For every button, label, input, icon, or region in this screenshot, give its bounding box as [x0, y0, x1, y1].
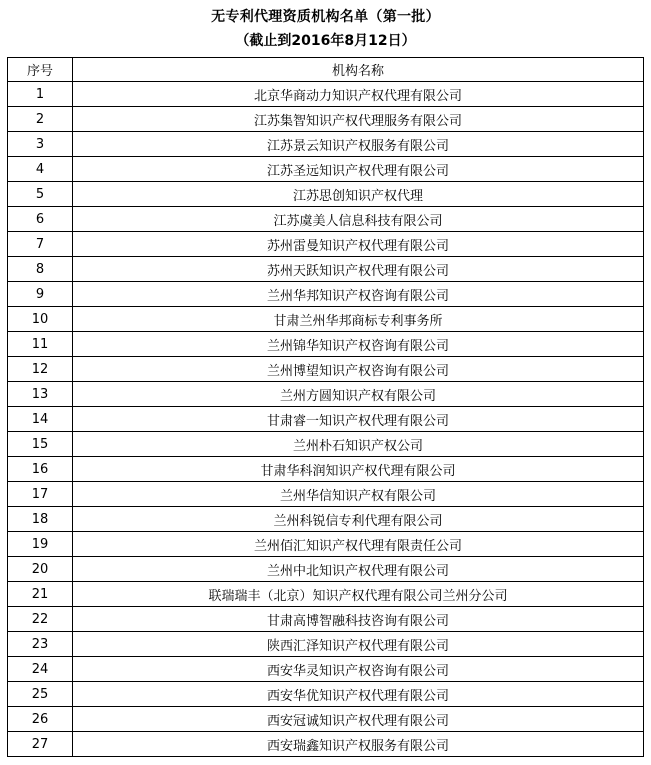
row-agency-name-cell: 甘肃华科润知识产权代理有限公司: [73, 457, 644, 482]
table-row: [8, 482, 644, 507]
row-agency-name-cell: 甘肃兰州华邦商标专利事务所: [73, 307, 644, 332]
row-index-cell: 1: [8, 82, 73, 107]
table-row: [8, 507, 644, 532]
row-index-cell: 13: [8, 382, 73, 407]
table-row: [8, 107, 644, 132]
row-index-cell: 21: [8, 582, 73, 607]
table-row: [8, 332, 644, 357]
row-index-cell: 10: [8, 307, 73, 332]
row-index-cell: 7: [8, 232, 73, 257]
row-index-cell: 19: [8, 532, 73, 557]
row-agency-name-cell: 江苏圣远知识产权代理有限公司: [73, 157, 644, 182]
row-index-cell: 26: [8, 707, 73, 732]
table-row: [8, 682, 644, 707]
row-agency-name-cell: 江苏景云知识产权服务有限公司: [73, 132, 644, 157]
row-index-cell: 12: [8, 357, 73, 382]
row-index-cell: 4: [8, 157, 73, 182]
row-agency-name-cell: 联瑞瑞丰（北京）知识产权代理有限公司兰州分公司: [73, 582, 644, 607]
table-row: [8, 157, 644, 182]
row-agency-name-cell: 西安瑞鑫知识产权服务有限公司: [73, 732, 644, 757]
row-agency-name-cell: 西安冠诚知识产权代理有限公司: [73, 707, 644, 732]
row-index-cell: 27: [8, 732, 73, 757]
table-row: [8, 357, 644, 382]
row-index-cell: 5: [8, 182, 73, 207]
row-index-cell: 14: [8, 407, 73, 432]
row-index-cell: 25: [8, 682, 73, 707]
document-subtitle: （截止到2016年8月12日）: [235, 33, 416, 49]
table-row: [8, 557, 644, 582]
row-agency-name-cell: 兰州华邦知识产权咨询有限公司: [73, 282, 644, 307]
table-row: [8, 232, 644, 257]
table-row: [8, 257, 644, 282]
row-agency-name-cell: 江苏思创知识产权代理: [73, 182, 644, 207]
table-row: [8, 282, 644, 307]
row-index-cell: 6: [8, 207, 73, 232]
row-agency-name-cell: 西安华优知识产权代理有限公司: [73, 682, 644, 707]
row-index-cell: 3: [8, 132, 73, 157]
table-row: [8, 732, 644, 757]
row-agency-name-cell: 兰州佰汇知识产权代理有限责任公司: [73, 532, 644, 557]
row-agency-name-cell: 兰州方圆知识产权有限公司: [73, 382, 644, 407]
row-agency-name-cell: 江苏虞美人信息科技有限公司: [73, 207, 644, 232]
row-index-cell: 17: [8, 482, 73, 507]
row-index-cell: 15: [8, 432, 73, 457]
row-agency-name-cell: 兰州中北知识产权代理有限公司: [73, 557, 644, 582]
table-row: [8, 457, 644, 482]
table-row: [8, 657, 644, 682]
row-index-cell: 2: [8, 107, 73, 132]
table-row: [8, 382, 644, 407]
row-index-cell: 22: [8, 607, 73, 632]
table-row: [8, 432, 644, 457]
row-agency-name-cell: 苏州雷曼知识产权代理有限公司: [73, 232, 644, 257]
row-agency-name-cell: 兰州科锐信专利代理有限公司: [73, 507, 644, 532]
table-row: [8, 707, 644, 732]
table-header-row: [8, 58, 644, 82]
row-agency-name-cell: 兰州锦华知识产权咨询有限公司: [73, 332, 644, 357]
row-agency-name-cell: 兰州朴石知识产权公司: [73, 432, 644, 457]
row-agency-name-cell: 兰州博望知识产权咨询有限公司: [73, 357, 644, 382]
table-row: [8, 82, 644, 107]
row-index-cell: 9: [8, 282, 73, 307]
header-index: 序号: [8, 58, 73, 82]
table-row: [8, 207, 644, 232]
row-agency-name-cell: 西安华灵知识产权咨询有限公司: [73, 657, 644, 682]
table-body: [8, 82, 644, 757]
table-row: [8, 632, 644, 657]
table-row: [8, 582, 644, 607]
row-agency-name-cell: 甘肃睿一知识产权代理有限公司: [73, 407, 644, 432]
row-agency-name-cell: 甘肃高博智融科技咨询有限公司: [73, 607, 644, 632]
row-agency-name-cell: 陕西汇泽知识产权代理有限公司: [73, 632, 644, 657]
document-title: 无专利代理资质机构名单（第一批）: [211, 9, 440, 25]
row-index-cell: 23: [8, 632, 73, 657]
table-row: [8, 407, 644, 432]
row-index-cell: 8: [8, 257, 73, 282]
table-row: [8, 132, 644, 157]
row-agency-name-cell: 苏州天跃知识产权代理有限公司: [73, 257, 644, 282]
table-row: [8, 607, 644, 632]
row-index-cell: 16: [8, 457, 73, 482]
row-index-cell: 24: [8, 657, 73, 682]
agency-table: [7, 57, 644, 757]
header-agency-name: 机构名称: [73, 58, 644, 82]
row-agency-name-cell: 北京华商动力知识产权代理有限公司: [73, 82, 644, 107]
row-index-cell: 20: [8, 557, 73, 582]
row-index-cell: 18: [8, 507, 73, 532]
table-row: [8, 532, 644, 557]
row-agency-name-cell: 江苏集智知识产权代理服务有限公司: [73, 107, 644, 132]
table-row: [8, 307, 644, 332]
row-index-cell: 11: [8, 332, 73, 357]
table-row: [8, 182, 644, 207]
row-agency-name-cell: 兰州华信知识产权有限公司: [73, 482, 644, 507]
